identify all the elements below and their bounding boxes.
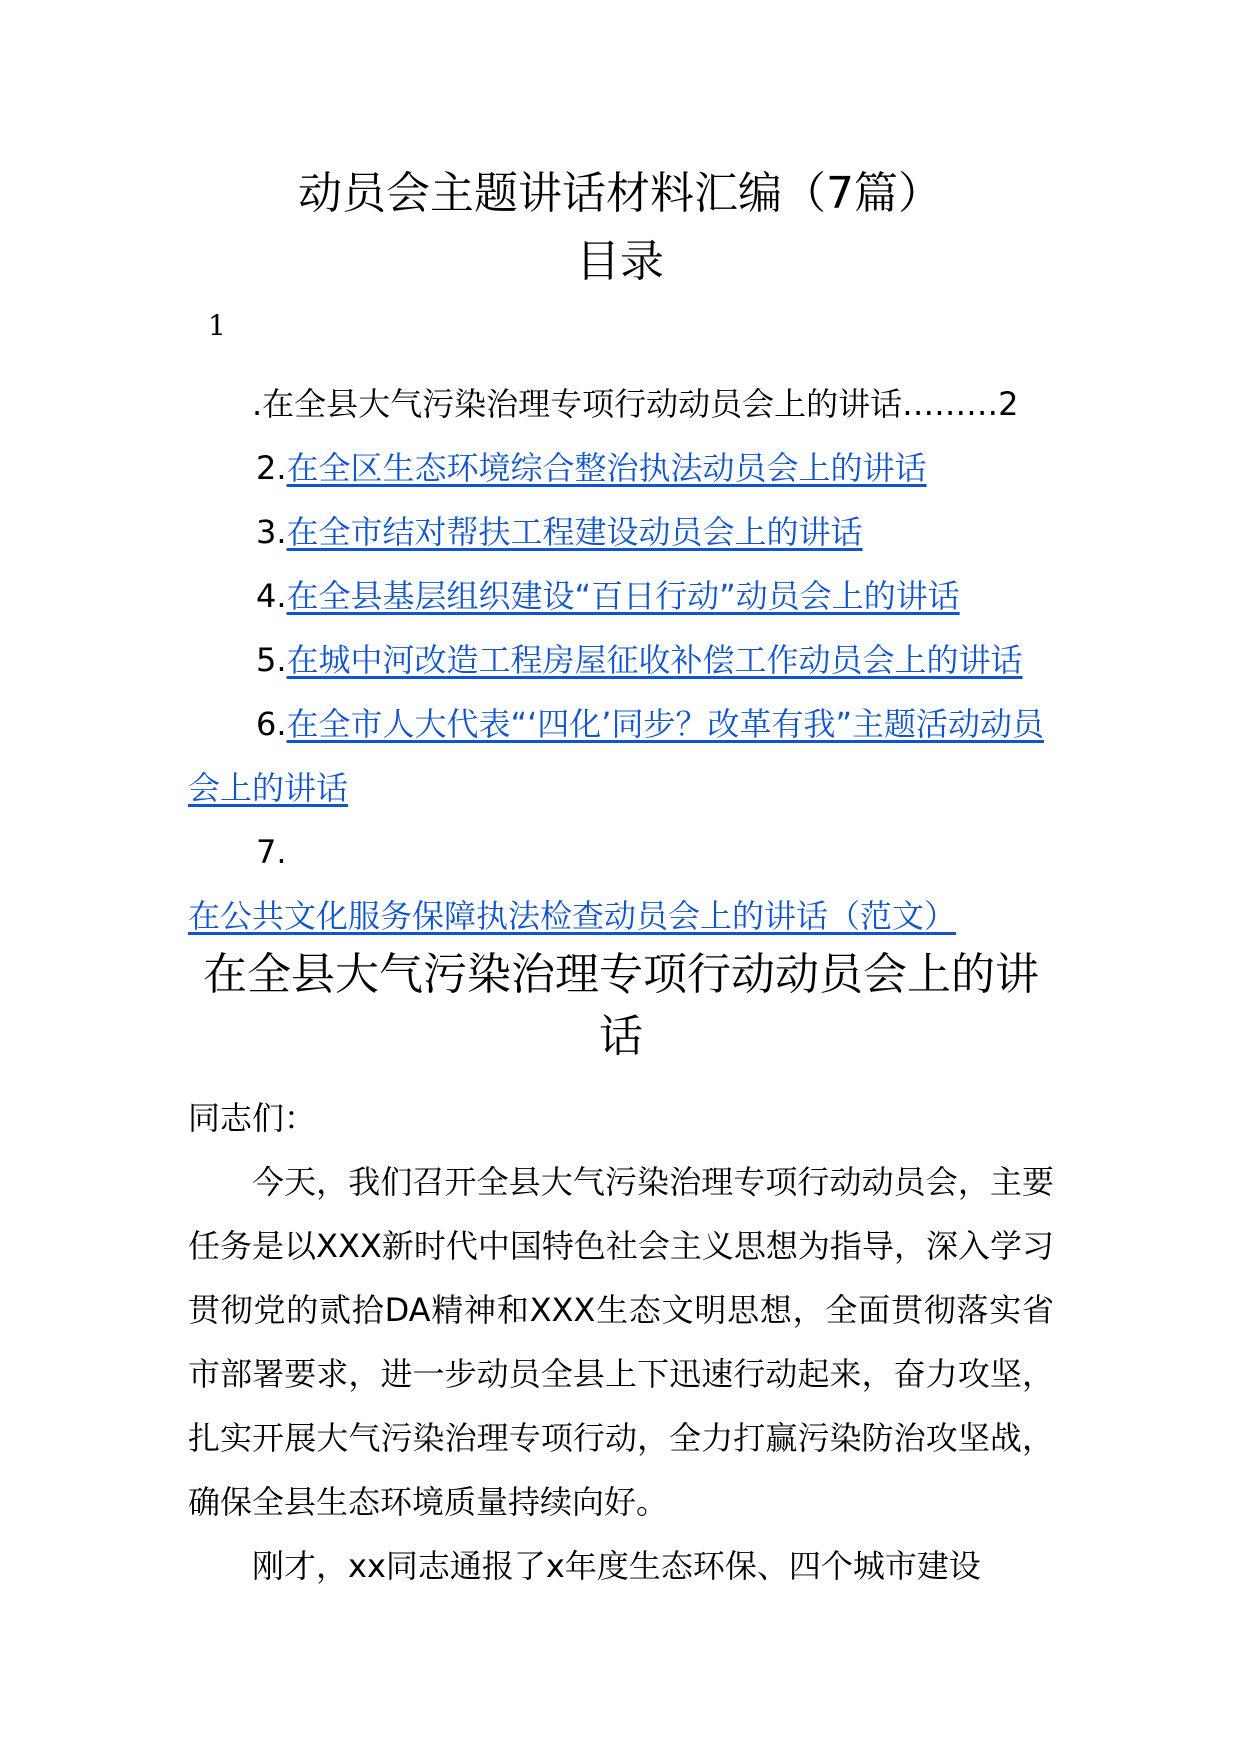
document-title: 动员会主题讲话材料汇编（7篇）	[298, 168, 942, 219]
toc-item-3-number: 3.	[256, 513, 287, 551]
section-title: 在全县大气污染治理专项行动动员会上的讲话	[203, 949, 1039, 1062]
salutation: 同志们：	[188, 1099, 317, 1137]
toc-item-6-number: 6.	[256, 705, 287, 743]
toc-item-4-number: 4.	[256, 577, 287, 615]
toc-link-3[interactable]: 在全市结对帮扶工程建设动员会上的讲话	[286, 513, 863, 551]
speech-body	[188, 1086, 1054, 1598]
toc-item-7	[188, 820, 1054, 948]
toc-link-5[interactable]: 在城中河改造工程房屋征收补偿工作动员会上的讲话	[286, 641, 1023, 679]
toc-item-1-label: .在全县大气污染治理专项行动动员会上的讲话………2	[252, 385, 1019, 423]
paragraph: 刚才，xx同志通报了x年度生态环保、四个城市建设	[252, 1547, 981, 1585]
page-number-label: 1	[208, 309, 226, 342]
toc-item-3	[188, 500, 1054, 564]
toc-item-2	[188, 436, 1054, 500]
toc-item-5	[188, 628, 1054, 692]
toc-link-4[interactable]: 在全县基层组织建设“百日行动”动员会上的讲话	[286, 577, 960, 615]
toc-heading: 目录	[576, 236, 664, 287]
toc-item-5-number: 5.	[256, 641, 287, 679]
toc-item-7-number: 7.	[256, 833, 287, 871]
toc-link-7[interactable]: 在公共文化服务保障执法检查动员会上的讲话（范文）	[188, 897, 957, 935]
toc-link-2[interactable]: 在全区生态环境综合整治执法动员会上的讲话	[286, 449, 927, 487]
table-of-contents	[188, 372, 1054, 948]
toc-link-6[interactable]: 在全市人大代表“‘四化’同步？改革有我”主题活动动员会上的讲话	[188, 705, 1045, 807]
toc-item-4	[188, 564, 1054, 628]
paragraph: 今天，我们召开全县大气污染治理专项行动动员会，主要任务是以XXX新时代中国特色社会主义思想为指导，深入学习贯彻党的贰拾DA精神和XXX生态文明思想，全面贯彻落实省市部署要求，进一步动员全县上下迅速行动起来，奋力攻坚，扎实开展大气污染治理专项行动，全力打赢污染防治攻坚战，确保全县生态环境质量持续向好。	[188, 1163, 1054, 1521]
toc-item-1	[188, 372, 1054, 436]
toc-item-6	[188, 692, 1054, 820]
toc-item-2-number: 2.	[256, 449, 287, 487]
